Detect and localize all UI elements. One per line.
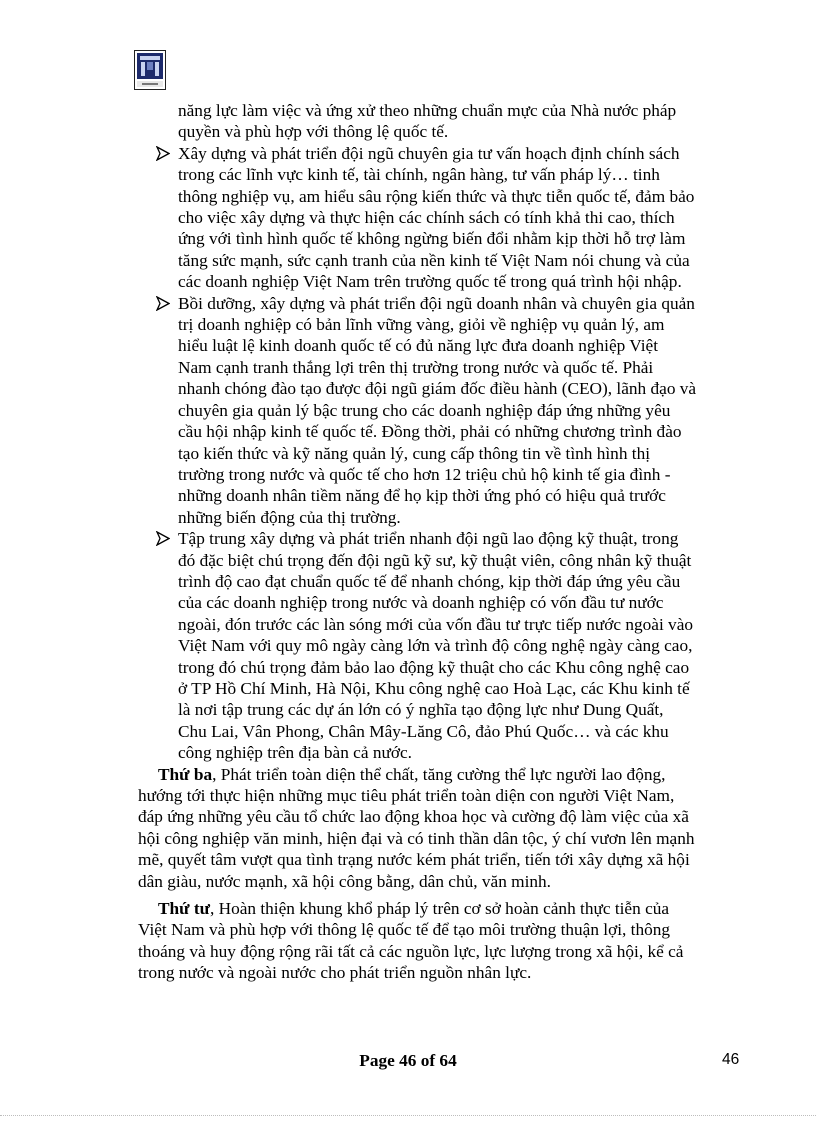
text-line: trong các lĩnh vực kinh tế, tài chính, ngân hàng, tư vấn pháp lý… tinh xyxy=(178,165,660,185)
document-logo-icon xyxy=(134,50,166,90)
text-line: hướng tới thực hiện những mục tiêu phát triển toàn diện con người Việt Nam, xyxy=(138,786,675,805)
text-line: của các doanh nghiệp trong nước và doanh nghiệp có vốn đầu tư nước xyxy=(178,593,664,613)
arrow-bullet-icon xyxy=(156,296,170,311)
text-line: ở TP Hồ Chí Minh, Hà Nội, Khu công nghệ cao Hoà Lạc, các Khu kinh tế xyxy=(178,678,690,698)
text-line: cho việc xây dựng và thực hiện các chính sách có tính khả thi cao, thích xyxy=(178,208,675,228)
text-line: hiểu luật lệ kinh doanh quốc tế có đủ năng lực đưa doanh nghiệp Việt xyxy=(178,336,659,356)
text-line: thông nghiệp vụ, am hiểu sâu rộng kiến thức và thực tiễn quốc tế, đảm bảo xyxy=(178,186,695,206)
page-bottom-divider xyxy=(0,1115,816,1116)
bullet-item xyxy=(138,293,738,528)
text-line: thoáng và huy động rộng rãi tất cả các nguồn lực, lực lượng trong xã hội, kể cả xyxy=(138,941,684,961)
text-line: những doanh nhân tiềm năng để họ kịp thời ứng phó có hiệu quả trước xyxy=(178,486,666,506)
text-line: nhanh chóng đào tạo được đội ngũ giám đốc điều hành (CEO), lãnh đạo và xyxy=(178,379,697,399)
text-line: quyền và phù hợp với thông lệ quốc tế. xyxy=(178,122,449,142)
text-line: Tập trung xây dựng và phát triển nhanh đội ngũ lao động kỹ thuật, trong xyxy=(178,529,679,549)
text-line: tăng sức mạnh, sức cạnh tranh của nền kinh tế Việt Nam nói chung và của xyxy=(178,250,690,270)
paragraph-thu-tu xyxy=(138,898,738,984)
continued-paragraph xyxy=(178,100,738,143)
paragraph-thu-ba xyxy=(138,764,738,892)
text-line: trình độ cao đạt chuẩn quốc tế để nhanh chóng, kịp thời đáp ứng yêu cầu xyxy=(178,571,681,591)
arrow-bullet-icon xyxy=(156,146,170,161)
text-line: Nam cạnh tranh thắng lợi trên thị trường trong nước và quốc tế. Phải xyxy=(178,357,654,377)
text-line: là nơi tập trung các dự án lớn có ý nghĩa tạo động lực như Dung Quất, xyxy=(178,700,664,720)
text-line xyxy=(138,764,738,785)
text-line: Việt Nam với quy mô ngày càng lớn và trình độ công nghệ ngày càng cao, xyxy=(178,636,693,656)
paragraph-first-line: , Hoàn thiện khung khổ pháp lý trên cơ sở hoàn cảnh thực tiễn của xyxy=(209,899,670,919)
bullet-item xyxy=(138,528,738,763)
text-line: đó đặc biệt chú trọng đến đội ngũ kỹ sư, kỹ thuật viên, công nhân kỹ thuật xyxy=(178,550,692,570)
text-line: năng lực làm việc và ứng xử theo những chuẩn mực của Nhà nước pháp xyxy=(178,101,677,120)
text-line xyxy=(138,898,738,919)
text-line: tạo kiến thức và kỹ năng quản lý, cung cấp thông tin về tình hình thị xyxy=(178,443,651,463)
arrow-bullet-icon xyxy=(156,531,170,546)
text-line: Việt Nam và phù hợp với thông lệ quốc tế để tạo môi trường thuận lợi, thông xyxy=(138,920,671,940)
text-line: đáp ứng những yêu cầu tổ chức lao động khoa học và cường độ làm việc của xã xyxy=(138,807,689,827)
document-body xyxy=(138,100,738,984)
text-line: trường trong nước và quốc tế cho hơn 12 triệu chủ hộ kinh tế gia đình - xyxy=(178,464,671,484)
text-line: trong nước và ngoài nước cho phát triển nguồn nhân lực. xyxy=(138,963,532,983)
text-line: những biến động của thị trường. xyxy=(178,507,401,527)
text-line: chuyên gia quản lý bậc trung cho các doanh nghiệp đáp ứng những yêu xyxy=(178,400,671,420)
text-line: Chu Lai, Vân Phong, Chân Mây-Lăng Cô, đảo Phú Quốc… và các khu xyxy=(178,721,669,741)
text-line: trị doanh nghiệp có bản lĩnh vững vàng, giỏi về nghiệp vụ quản lý, am xyxy=(178,315,665,335)
page-footer xyxy=(0,1051,816,1075)
text-line: các doanh nghiệp Việt Nam trên trường quốc tế trong quá trình hội nhập. xyxy=(178,272,682,292)
text-line: hội công nghiệp văn minh, hiện đại và có tinh thần dân tộc, ý chí vươn lên mạnh xyxy=(138,828,695,848)
page-label: Page 46 of 64 xyxy=(359,1051,457,1070)
paragraph-lead: Thứ ba xyxy=(158,764,213,784)
bullet-item xyxy=(138,143,738,293)
text-line: Xây dựng và phát triển đội ngũ chuyên gia tư vấn hoạch định chính sách xyxy=(178,143,680,163)
text-line: trong đó chú trọng đảm bảo lao động kỹ thuật cho các Khu công nghệ cao xyxy=(178,657,690,677)
text-line: công nghiệp trên địa bàn cả nước. xyxy=(178,743,412,763)
text-line: ngoài, đón trước các làn sóng mới của vốn đầu tư trực tiếp nước ngoài vào xyxy=(178,614,694,634)
text-line: mẽ, quyết tâm vượt qua tình trạng nước kém phát triển, tiến tới xây dựng xã hội xyxy=(138,850,690,870)
paragraph-lead: Thứ tư xyxy=(158,899,210,919)
text-line: dân giàu, nước mạnh, xã hội công bằng, dân chủ, văn minh. xyxy=(138,871,551,891)
page-number: 46 xyxy=(722,1051,740,1068)
text-line: cầu hội nhập kinh tế quốc tế. Đồng thời, phải có những chương trình đào xyxy=(178,422,682,442)
paragraph-first-line: , Phát triển toàn diện thể chất, tăng cường thể lực người lao động, xyxy=(212,764,666,784)
text-line: Bồi dưỡng, xây dựng và phát triển đội ngũ doanh nhân và chuyên gia quản xyxy=(178,293,695,313)
text-line: ứng với tình hình quốc tế không ngừng biến đổi nhằm kịp thời hỗ trợ làm xyxy=(178,229,686,249)
